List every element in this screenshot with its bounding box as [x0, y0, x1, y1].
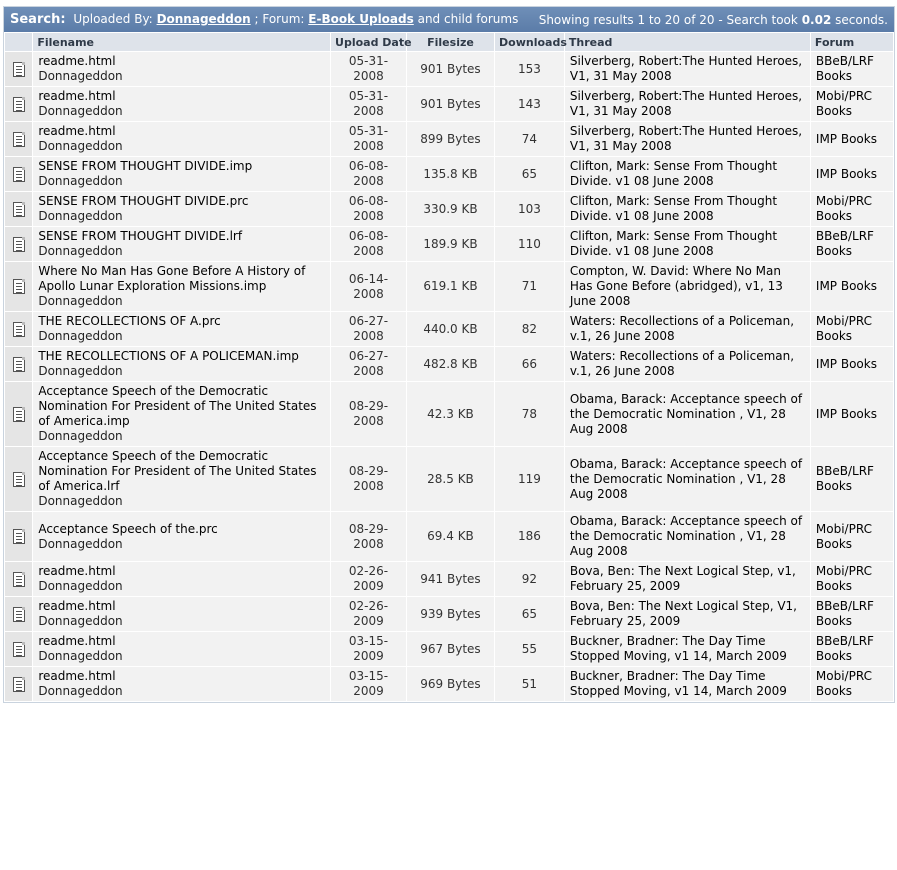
file-icon [13, 529, 25, 544]
forum-cell [811, 122, 893, 156]
forum-cell [811, 512, 893, 561]
table-row [5, 597, 893, 631]
filename-link[interactable]: THE RECOLLECTIONS OF A.prc [38, 314, 221, 328]
file-icon [13, 202, 25, 217]
filename-link[interactable]: Acceptance Speech of the Democratic Nomination For President of The United States of America.imp [38, 384, 317, 428]
filename-cell [33, 597, 330, 631]
filename-cell [33, 262, 330, 311]
downloads-cell: 66 [495, 347, 564, 381]
thread-link[interactable]: Obama, Barack: Acceptance speech of the Democratic Nomination , V1, 28 Aug 2008 [569, 514, 803, 558]
filename-cell [33, 52, 330, 86]
file-icon-cell [5, 87, 32, 121]
table-row [5, 122, 893, 156]
forum-link[interactable]: BBeB/LRF Books [815, 634, 874, 663]
forum-link[interactable]: IMP Books [815, 279, 877, 293]
forum-link[interactable]: IMP Books [815, 356, 877, 371]
filename-cell [33, 192, 330, 226]
filename-cell [33, 382, 330, 446]
filename-cell [33, 227, 330, 261]
file-icon [13, 132, 25, 147]
filename-cell [33, 157, 330, 191]
thread-cell [565, 192, 810, 226]
thread-cell [565, 52, 810, 86]
filesize-cell: 28.5 KB [407, 447, 494, 511]
filesize-cell: 440.0 KB [407, 312, 494, 346]
downloads-cell: 153 [495, 52, 564, 86]
upload-date-column-header[interactable]: Upload Date [331, 33, 406, 51]
forum-link[interactable]: BBeB/LRF Books [815, 54, 874, 83]
filesize-cell: 482.8 KB [407, 347, 494, 381]
forum-cell [811, 52, 893, 86]
filename-link[interactable]: readme.html [38, 564, 116, 578]
table-row [5, 312, 893, 346]
upload-date-cell: 06-27-2008 [331, 312, 406, 346]
upload-date-cell: 03-15-2009 [331, 632, 406, 666]
table-row [5, 262, 893, 311]
filename-cell [33, 312, 330, 346]
forum-cell [811, 192, 893, 226]
forum-cell [811, 347, 893, 381]
table-header-row [5, 33, 893, 51]
forum-cell [811, 447, 893, 511]
upload-date-cell: 06-08-2008 [331, 192, 406, 226]
file-icon [13, 472, 25, 487]
file-icon [13, 97, 25, 112]
thread-cell [565, 597, 810, 631]
downloads-cell: 71 [495, 262, 564, 311]
forum-link[interactable]: Mobi/PRC Books [815, 194, 872, 223]
filesize-cell: 939 Bytes [407, 597, 494, 631]
uploader-name[interactable]: Donnageddon [38, 579, 123, 593]
uploader-name[interactable]: Donnageddon [38, 329, 123, 343]
uploader-name[interactable]: Donnageddon [38, 139, 123, 153]
filename-cell [33, 447, 330, 511]
downloads-cell: 119 [495, 447, 564, 511]
forum-cell [811, 312, 893, 346]
filename-link[interactable]: Acceptance Speech of the.prc [38, 521, 218, 536]
filename-link[interactable]: THE RECOLLECTIONS OF A POLICEMAN.imp [38, 349, 299, 363]
filename-link[interactable]: readme.html [38, 634, 116, 648]
filesize-cell: 619.1 KB [407, 262, 494, 311]
file-icon [13, 322, 25, 337]
downloads-cell: 65 [495, 157, 564, 191]
upload-date-cell: 06-08-2008 [331, 157, 406, 191]
upload-date-cell: 06-14-2008 [331, 262, 406, 311]
downloads-cell: 55 [495, 632, 564, 666]
file-icon-cell [5, 122, 32, 156]
filesize-cell: 69.4 KB [407, 512, 494, 561]
thread-link[interactable]: Waters: Recollections of a Policeman, v.1, 26 June 2008 [569, 349, 795, 378]
thread-cell [565, 562, 810, 596]
forum-cell [811, 632, 893, 666]
filename-link[interactable]: SENSE FROM THOUGHT DIVIDE.lrf [38, 229, 243, 243]
file-icon [13, 167, 25, 182]
forum-cell [811, 667, 893, 701]
upload-date-cell: 06-08-2008 [331, 227, 406, 261]
filename-cell [33, 87, 330, 121]
file-icon-cell [5, 312, 32, 346]
filesize-cell: 135.8 KB [407, 157, 494, 191]
upload-date-cell: 08-29-2008 [331, 382, 406, 446]
thread-link[interactable]: Silverberg, Robert:The Hunted Heroes, V1, 31 May 2008 [569, 54, 803, 83]
table-row [5, 52, 893, 86]
forum-link[interactable]: IMP Books [815, 131, 877, 146]
thread-link[interactable]: Clifton, Mark: Sense From Thought Divide. v1 08 June 2008 [569, 159, 778, 188]
uploader-name[interactable]: Donnageddon [38, 209, 123, 223]
file-icon-cell [5, 192, 32, 226]
upload-date-cell: 05-31-2008 [331, 122, 406, 156]
filename-cell [33, 632, 330, 666]
uploader-name[interactable]: Donnageddon [38, 429, 123, 443]
search-results-panel [3, 6, 895, 703]
file-icon-cell [5, 262, 32, 311]
downloads-cell: 74 [495, 122, 564, 156]
thread-link[interactable]: Waters: Recollections of a Policeman, v.1, 26 June 2008 [569, 314, 795, 343]
file-icon [13, 62, 25, 77]
uploader-name[interactable]: Donnageddon [38, 684, 123, 698]
uploader-name[interactable]: Donnageddon [38, 649, 123, 663]
filename-link[interactable]: readme.html [38, 124, 116, 138]
upload-date-cell: 05-31-2008 [331, 52, 406, 86]
thread-link[interactable]: Clifton, Mark: Sense From Thought Divide. v1 08 June 2008 [569, 194, 778, 223]
uploader-name[interactable]: Donnageddon [38, 494, 123, 508]
forum-link[interactable]: BBeB/LRF Books [815, 229, 874, 258]
upload-date-cell: 08-29-2008 [331, 512, 406, 561]
filename-column-header[interactable]: Filename [33, 33, 330, 51]
table-row [5, 447, 893, 511]
filesize-cell: 941 Bytes [407, 562, 494, 596]
forum-suffix: and child forums [417, 12, 519, 26]
forum-link[interactable]: BBeB/LRF Books [815, 464, 874, 493]
forum-cell [811, 597, 893, 631]
file-icon [13, 607, 25, 622]
filesize-cell: 969 Bytes [407, 667, 494, 701]
forum-column-header[interactable]: Forum [811, 33, 893, 51]
filename-link[interactable]: Where No Man Has Gone Before A History of Apollo Lunar Exploration Missions.imp [38, 264, 306, 293]
table-row [5, 632, 893, 666]
forum-link[interactable]: Mobi/PRC Books [815, 314, 872, 343]
downloads-cell: 92 [495, 562, 564, 596]
icon-column-header [5, 33, 32, 51]
uploader-name[interactable]: Donnageddon [38, 69, 123, 83]
file-icon-cell [5, 562, 32, 596]
filename-cell [33, 667, 330, 701]
thread-link[interactable]: Bova, Ben: The Next Logical Step, v1, February 25, 2009 [569, 564, 796, 593]
filename-link[interactable]: readme.html [38, 599, 116, 613]
uploader-link[interactable]: Donnageddon [156, 12, 251, 26]
thread-cell [565, 157, 810, 191]
file-icon-cell [5, 447, 32, 511]
file-icon [13, 677, 25, 692]
uploader-name[interactable]: Donnageddon [38, 614, 123, 628]
filename-cell [33, 562, 330, 596]
thread-link[interactable]: Silverberg, Robert:The Hunted Heroes, V1, 31 May 2008 [569, 89, 803, 118]
thread-link[interactable]: Obama, Barack: Acceptance speech of the Democratic Nomination , V1, 28 Aug 2008 [569, 391, 803, 436]
table-row [5, 562, 893, 596]
search-time: 0.02 [801, 12, 832, 27]
downloads-column-header[interactable]: Downloads [495, 33, 564, 51]
forum-cell [811, 562, 893, 596]
downloads-cell: 103 [495, 192, 564, 226]
file-icon-cell [5, 52, 32, 86]
filesize-cell: 330.9 KB [407, 192, 494, 226]
thread-link[interactable]: Compton, W. David: Where No Man Has Gone Before (abridged), v1, 13 June 2008 [569, 264, 783, 308]
downloads-cell: 65 [495, 597, 564, 631]
results-prefix: Showing results 1 to 20 of 20 - Search took [538, 12, 798, 27]
thread-link[interactable]: Obama, Barack: Acceptance speech of the Democratic Nomination , V1, 28 Aug 2008 [569, 456, 803, 501]
forum-cell [811, 157, 893, 191]
uploader-name[interactable]: Donnageddon [38, 536, 123, 551]
filesize-column-header[interactable]: Filesize [407, 33, 494, 51]
results-body [5, 52, 893, 701]
filename-link[interactable]: readme.html [38, 669, 116, 683]
downloads-cell: 51 [495, 667, 564, 701]
forum-link[interactable]: Mobi/PRC Books [815, 669, 872, 698]
forum-link[interactable]: Mobi/PRC Books [815, 521, 872, 551]
upload-date-cell: 06-27-2008 [331, 347, 406, 381]
file-icon [13, 279, 25, 294]
forum-cell [811, 87, 893, 121]
filename-link[interactable]: readme.html [38, 54, 116, 68]
downloads-cell: 186 [495, 512, 564, 561]
file-icon-cell [5, 512, 32, 561]
file-icon [13, 642, 25, 657]
forum-cell [811, 227, 893, 261]
file-icon-cell [5, 632, 32, 666]
filesize-cell: 189.9 KB [407, 227, 494, 261]
uploader-name[interactable]: Donnageddon [38, 364, 123, 378]
thread-link[interactable]: Buckner, Bradner: The Day Time Stopped Moving, v1 14, March 2009 [569, 634, 787, 663]
downloads-cell: 110 [495, 227, 564, 261]
filename-cell [33, 512, 330, 561]
table-row [5, 192, 893, 226]
thread-link[interactable]: Bova, Ben: The Next Logical Step, V1, February 25, 2009 [569, 599, 797, 628]
forum-link[interactable]: E-Book Uploads [308, 12, 414, 26]
thread-link[interactable]: Silverberg, Robert:The Hunted Heroes, V1, 31 May 2008 [569, 124, 803, 153]
forum-link[interactable]: Mobi/PRC Books [815, 564, 872, 593]
filesize-cell: 901 Bytes [407, 52, 494, 86]
uploader-name[interactable]: Donnageddon [38, 244, 123, 258]
file-icon-cell [5, 382, 32, 446]
file-icon-cell [5, 347, 32, 381]
thread-cell [565, 382, 810, 446]
thread-cell [565, 632, 810, 666]
file-icon-cell [5, 227, 32, 261]
forum-cell [811, 382, 893, 446]
table-row [5, 382, 893, 446]
uploader-name[interactable]: Donnageddon [38, 174, 123, 188]
file-icon [13, 572, 25, 587]
table-row [5, 347, 893, 381]
filename-link[interactable]: readme.html [38, 89, 116, 103]
results-suffix: seconds. [835, 12, 888, 27]
forum-prefix: ; Forum: [254, 12, 305, 26]
forum-link[interactable]: IMP Books [815, 166, 877, 181]
search-criteria [10, 12, 518, 27]
table-row [5, 227, 893, 261]
filename-cell [33, 122, 330, 156]
search-header [4, 7, 894, 32]
table-row [5, 667, 893, 701]
uploaded-by-prefix: Uploaded By: [73, 12, 153, 26]
thread-cell [565, 87, 810, 121]
thread-cell [565, 262, 810, 311]
downloads-cell: 82 [495, 312, 564, 346]
results-info [539, 13, 888, 27]
thread-link[interactable]: Buckner, Bradner: The Day Time Stopped Moving, v1 14, March 2009 [569, 669, 787, 698]
file-icon [13, 237, 25, 252]
filename-cell [33, 347, 330, 381]
results-table [4, 32, 894, 702]
upload-date-cell: 02-26-2009 [331, 562, 406, 596]
table-row [5, 157, 893, 191]
filesize-cell: 899 Bytes [407, 122, 494, 156]
table-row [5, 87, 893, 121]
file-icon-cell [5, 597, 32, 631]
forum-link[interactable]: IMP Books [815, 406, 877, 421]
thread-cell [565, 447, 810, 511]
thread-cell [565, 227, 810, 261]
thread-link[interactable]: Clifton, Mark: Sense From Thought Divide. v1 08 June 2008 [569, 229, 778, 258]
uploader-name[interactable]: Donnageddon [38, 104, 123, 118]
filename-link[interactable]: SENSE FROM THOUGHT DIVIDE.prc [38, 194, 249, 208]
upload-date-cell: 05-31-2008 [331, 87, 406, 121]
filename-link[interactable]: SENSE FROM THOUGHT DIVIDE.imp [38, 159, 253, 173]
file-icon-cell [5, 667, 32, 701]
forum-link[interactable]: BBeB/LRF Books [815, 599, 874, 628]
thread-cell [565, 667, 810, 701]
thread-cell [565, 122, 810, 156]
thread-column-header[interactable]: Thread [565, 33, 810, 51]
upload-date-cell: 03-15-2009 [331, 667, 406, 701]
uploader-name[interactable]: Donnageddon [38, 294, 123, 308]
forum-link[interactable]: Mobi/PRC Books [815, 89, 872, 118]
forum-cell [811, 262, 893, 311]
file-icon [13, 357, 25, 372]
downloads-cell: 143 [495, 87, 564, 121]
filename-link[interactable]: Acceptance Speech of the Democratic Nomination For President of The United States of America.lrf [38, 449, 317, 493]
file-icon-cell [5, 157, 32, 191]
thread-cell [565, 347, 810, 381]
file-icon [13, 407, 25, 422]
filesize-cell: 42.3 KB [407, 382, 494, 446]
downloads-cell: 78 [495, 382, 564, 446]
upload-date-cell: 08-29-2008 [331, 447, 406, 511]
filesize-cell: 901 Bytes [407, 87, 494, 121]
thread-cell [565, 512, 810, 561]
upload-date-cell: 02-26-2009 [331, 597, 406, 631]
thread-cell [565, 312, 810, 346]
search-label: Search: [10, 12, 66, 27]
filesize-cell: 967 Bytes [407, 632, 494, 666]
table-row [5, 512, 893, 561]
